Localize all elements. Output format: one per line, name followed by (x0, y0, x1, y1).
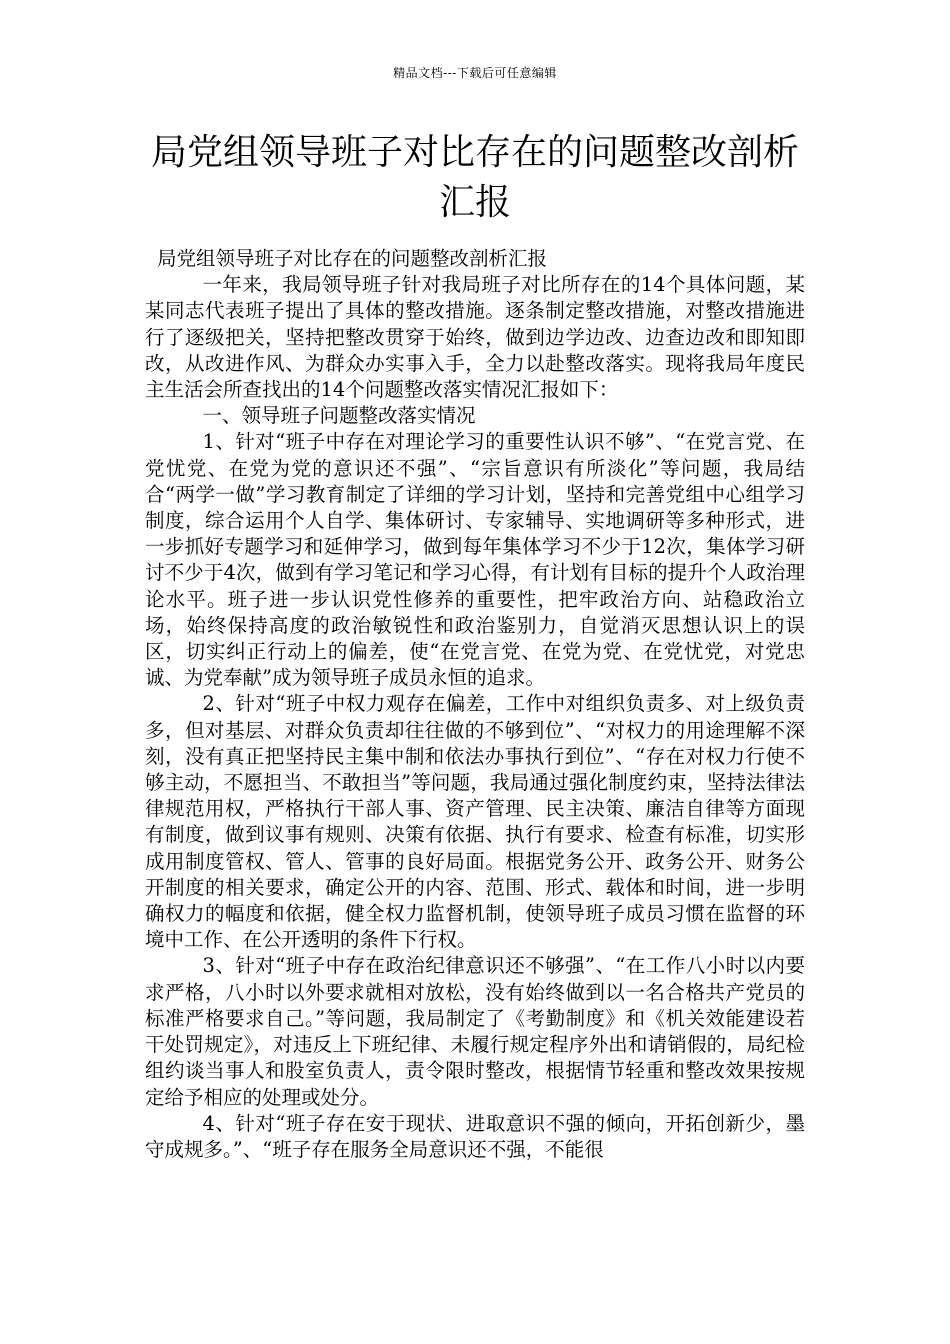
paragraph-item-1: 1、针对“班子中存在对理论学习的重要性认识不够”、“在党言党、在党忧党、在党为党的意识还不强”、“宗旨意识有所淡化”等问题，我局结合“两学一做”学习教育制定了详细的学习计划，坚持和完善党组中心组学习制度，综合运用个人自学、集体研讨、专家辅导、实地调研等多种形式，进一步抓好专题学习和延伸学习，做到每年集体学习不少于12次，集体学习研讨不少于4次，做到有学习笔记和学习心得，有计划有目标的提升个人政治理论水平。班子进一步认识党性修养的重要性，把牢政治方向、站稳政治立场，始终保持高度的政治敏锐性和政治鉴别力，自觉消灭思想认识上的误区，切实纠正行动上的偏差，使“在党言党、在党为党、在党忧党，对党忠诚、为党奉献”成为领导班子成员永恒的追求。 (145, 430, 805, 690)
paragraph-intro: 一年来，我局领导班子针对我局班子对比所存在的14个具体问题，某某同志代表班子提出了具体的整改措施。逐条制定整改措施，对整改措施进行了逐级把关，坚持把整改贯穿于始终，做到边学边改、边查边改和即知即改，从改进作风、为群众办实事入手，全力以赴整改落实。现将我局年度民主生活会所查找出的14个问题整改落实情况汇报如下： (145, 273, 805, 402)
header-note: 精品文档---下载后可任意编辑 (393, 66, 557, 80)
section-heading: 一、领导班子问题整改落实情况 (202, 404, 476, 428)
paragraph-item-4: 4、针对“班子存在安于现状、进取意识不强的倾向，开拓创新少，墨守成规多。”、“班子存在服务全局意识还不强，不能很 (145, 1111, 805, 1161)
body-subtitle: 局党组领导班子对比存在的问题整改剖析汇报 (157, 247, 548, 270)
paragraph-item-2: 2、针对“班子中权力观存在偏差，工作中对组织负责多、对上级负责多，但对基层、对群众负责却往往做的不够到位”、“对权力的用途理解不深刻，没有真正把坚持民主集中制和依法办事执行到位”、“存在对权力行使不够主动，不愿担当、不敢担当”等问题，我局通过强化制度约束，坚持法律法律规范用权，严格执行干部人事、资产管理、民主决策、廉洁自律等方面现有制度，做到议事有规则、决策有依据、执行有要求、检查有标准，切实形成用制度管权、管人、管事的良好局面。根据党务公开、政务公开、财务公开制度的相关要求，确定公开的内容、范围、形式、载体和时间，进一步明确权力的幅度和依据，健全权力监督机制，使领导班子成员习惯在监督的环境中工作、在公开透明的条件下行权。 (145, 692, 805, 952)
paragraph-item-3: 3、针对“班子中存在政治纪律意识还不够强”、“在工作八小时以内要求严格，八小时以外要求就相对放松，没有始终做到以一名合格共产党员的标准严格要求自己。”等问题，我局制定了《考勤制度》和《机关效能建设若干处罚规定》，对违反上下班纪律、未履行规定程序外出和请销假的，局纪检组约谈当事人和股室负责人，责令限时整改，根据情节轻重和整改效果按规定给予相应的处理或处分。 (145, 954, 805, 1109)
document-body (145, 246, 805, 1163)
document-title: 局党组领导班子对比存在的问题整改剖析汇报 (150, 132, 799, 223)
